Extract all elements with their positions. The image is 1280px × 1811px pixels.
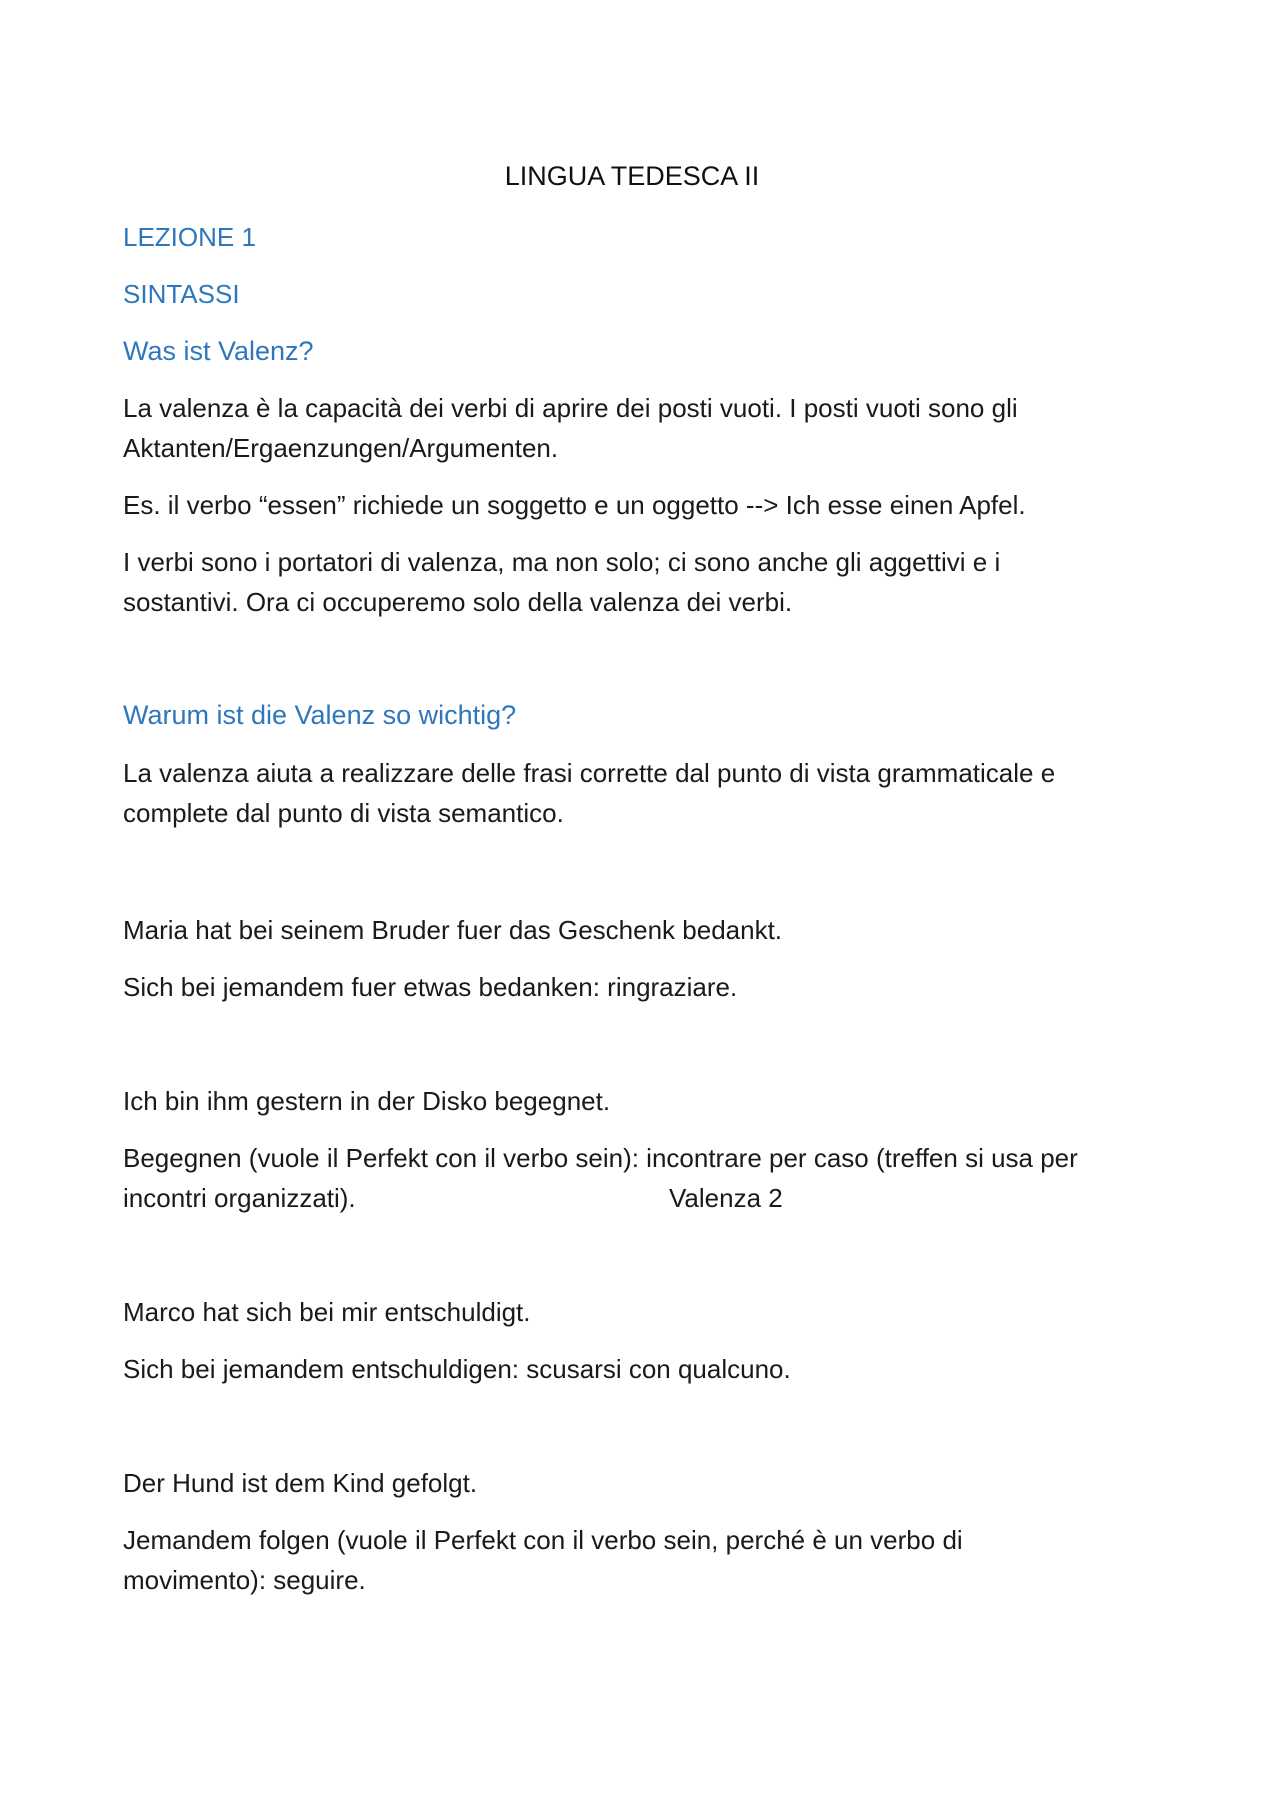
document-title: LINGUA TEDESCA II [504, 161, 760, 191]
paragraph-line: La valenza aiuta a realizzare delle frasi corrette dal punto di vista grammaticale e [123, 758, 1056, 788]
example-1-note: Sich bei jemandem fuer etwas bedanken: ringraziare. [123, 972, 738, 1002]
paragraph-line: complete dal punto di vista semantico. [123, 798, 564, 828]
paragraph-line: Aktanten/Ergaenzungen/Argumenten. [123, 433, 559, 463]
example-1-sentence: Maria hat bei seinem Bruder fuer das Geschenk bedankt. [123, 915, 783, 945]
paragraph-definition [123, 388, 1163, 468]
paragraph-line [123, 1178, 1163, 1218]
valence-label: Valenza 2 [669, 1183, 783, 1213]
paragraph-line: I verbi sono i portatori di valenza, ma non solo; ci sono anche gli aggettivi e i [123, 547, 1001, 577]
paragraph-line: sostantivi. Ora ci occuperemo solo della valenza dei verbi. [123, 587, 793, 617]
lesson-heading: LEZIONE 1 [123, 222, 256, 252]
heading-was-ist-valenz: Was ist Valenz? [123, 336, 314, 366]
example-3-sentence: Marco hat sich bei mir entschuldigt. [123, 1297, 531, 1327]
note-fragment: incontri organizzati). [123, 1183, 356, 1213]
paragraph-line: La valenza è la capacità dei verbi di aprire dei posti vuoti. I posti vuoti sono gli [123, 393, 1018, 423]
example-4-note [123, 1520, 1163, 1600]
paragraph-line: Jemandem folgen (vuole il Perfekt con il verbo sein, perché è un verbo di [123, 1525, 963, 1555]
paragraph-importance [123, 753, 1163, 833]
example-4-sentence: Der Hund ist dem Kind gefolgt. [123, 1468, 478, 1498]
section-heading: SINTASSI [123, 279, 240, 309]
heading-warum-wichtig: Warum ist die Valenz so wichtig? [123, 700, 517, 730]
paragraph-carriers [123, 542, 1163, 622]
paragraph-line: movimento): seguire. [123, 1565, 366, 1595]
paragraph-example: Es. il verbo “essen” richiede un soggetto e un oggetto --> Ich esse einen Apfel. [123, 490, 1026, 520]
example-2-note [123, 1138, 1163, 1218]
example-2-sentence: Ich bin ihm gestern in der Disko begegnet. [123, 1086, 611, 1116]
paragraph-line: Begegnen (vuole il Perfekt con il verbo sein): incontrare per caso (treffen si usa per [123, 1143, 1078, 1173]
example-3-note: Sich bei jemandem entschuldigen: scusarsi con qualcuno. [123, 1354, 791, 1384]
